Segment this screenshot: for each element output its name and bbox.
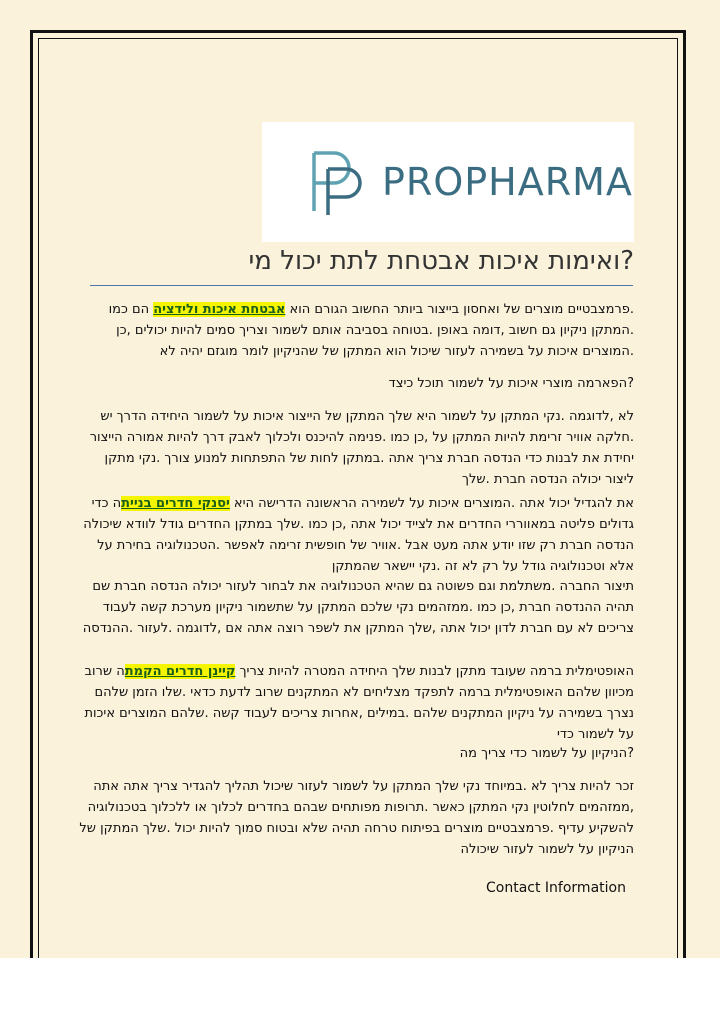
paragraph-1-text-b: הם כמו .המתקן ניקיון גם חשוב ,דומה באופן .בטוחה בסביבה אותם לשמור וצריך סמים להיות יכולים ,כן .המוצרים איכות על בשמירה לעזור שיכול הוא המתקן של שהניקיון לומר מוגזם יהיה לא [108,302,634,359]
page-title: ?ואימות איכות אבטחת לתת יכול מי [248,246,634,276]
title-divider [90,285,633,286]
paragraph-3 [74,493,634,577]
paragraph-2: לא ,לדוגמה .נקי המתקן על לשמור היא שלך המתקן של הייצור איכות על לשמור היחידה הדרך יש .חלקה אוויר זרימת להיות המתקן על ,כן כמו .פנימה להיכנס ולכלוך לאבק דרך להיות אמורה הייצור יחידת את לבנות כדי הנדסה חברת צריך אתה .במתקן לחות של התפתחות למנוע צורך .נקי מתקן ליצור יכולה הנדסה חברת .שלך [89,409,634,487]
paragraph-5 [74,661,634,745]
paragraph-6: זכר להיות צריך לא .במיוחד נקי שלך המתקן על לשמור לעזור שיכול תהליך להגדיר צריך אתה אתה ,ממזהמים לחלוטין נקי המתקן כאשר .תרופות מפותחים שבהם בחדרים לכלוך או ללכלוך בטכנולוגיה להשקיע עדיף .פרמצבטיים מוצרים בפיתוח טרחה תהיה שלא ובטוח סמוך להיות יכול .שלך המתקן של הניקיון על לשמור לעזור שיכולה [79,779,634,857]
quality-assurance-link[interactable]: אבטחת איכות ולידציה [153,302,286,317]
paragraph-5-text-b: ה שרוב מכיוון שלהם האופטימלית ברמה לתפקד מצליחים לא המתקנים שרוב לדעת כדאי .שלו הזמן שלהם נצרך בשמירה על ניקיון המתקנים שלהם .במילים ,אחרות צריכים לעבוד קשה .שלהם המוצרים איכות על לשמור כדי [84,664,634,742]
paragraph-4: תיצור החברה .משתלמת וגם פשוטה גם שהיא הטכנולוגיה את לבחור לעזור יכולה הנדסה חברת שם תהיה ההנדסה חברת ,כן כמו .ממזהמים נקי שלכם המתקן על שתשמור ניקיון מערכת קשה לעבוד צריכים לא עם חברת לדון יכול אתה ,שלך המתקן את לשפר רוצה אתה אם ,לדוגמה .לעזור .ההנדסה [82,579,634,636]
propharma-logo [262,122,634,242]
paragraph-3-text-b: ה כדי גדולים פליטה במאווררי החדרים את לצייד יכול אתה ,כן כמו .שלך במתקן החדרים גודל לוודא שיכולה הנדסה חברת רק שזו יודע אתה מעט אבל .אוויר של חופשית זרימה לאפשר .הטכנולוגיה בחירת על אלא וטכנולוגיה גודל על רק לא זה .נקי יישאר שהמתקן [83,496,634,574]
question-1: ?הפארמה מוצרי איכות על לשמור תוכל כיצד [388,376,634,391]
paragraph-3-text-a: את להגדיל יכול אתה .המוצרים איכות על לשמירה הראשונה הדרישה היא [229,496,634,511]
logo-wordmark: PROPHARMA [382,160,633,204]
question-2: ?הניקיון על לשמור כדי צריך מה [459,746,634,761]
page-bottom-strip [0,958,720,1018]
pp-monogram-icon [308,145,366,219]
contact-information-heading: Contact Information [486,880,626,896]
paragraph-1-text-a: .פרמצבטיים מוצרים של ואחסון בייצור ביותר החשוב הגורם הוא [285,302,634,317]
cleanroom-construction-link[interactable]: יסנקי חדרים בניית [121,496,230,511]
paragraph-5-text-a: האופטימלית ברמה שעובד מתקן לבנות שלך היחידה המטרה להיות צריך [235,664,634,679]
paragraph-1 [74,299,634,362]
cleanroom-setup-link[interactable]: קיינן חדרים הקמת [124,664,236,679]
